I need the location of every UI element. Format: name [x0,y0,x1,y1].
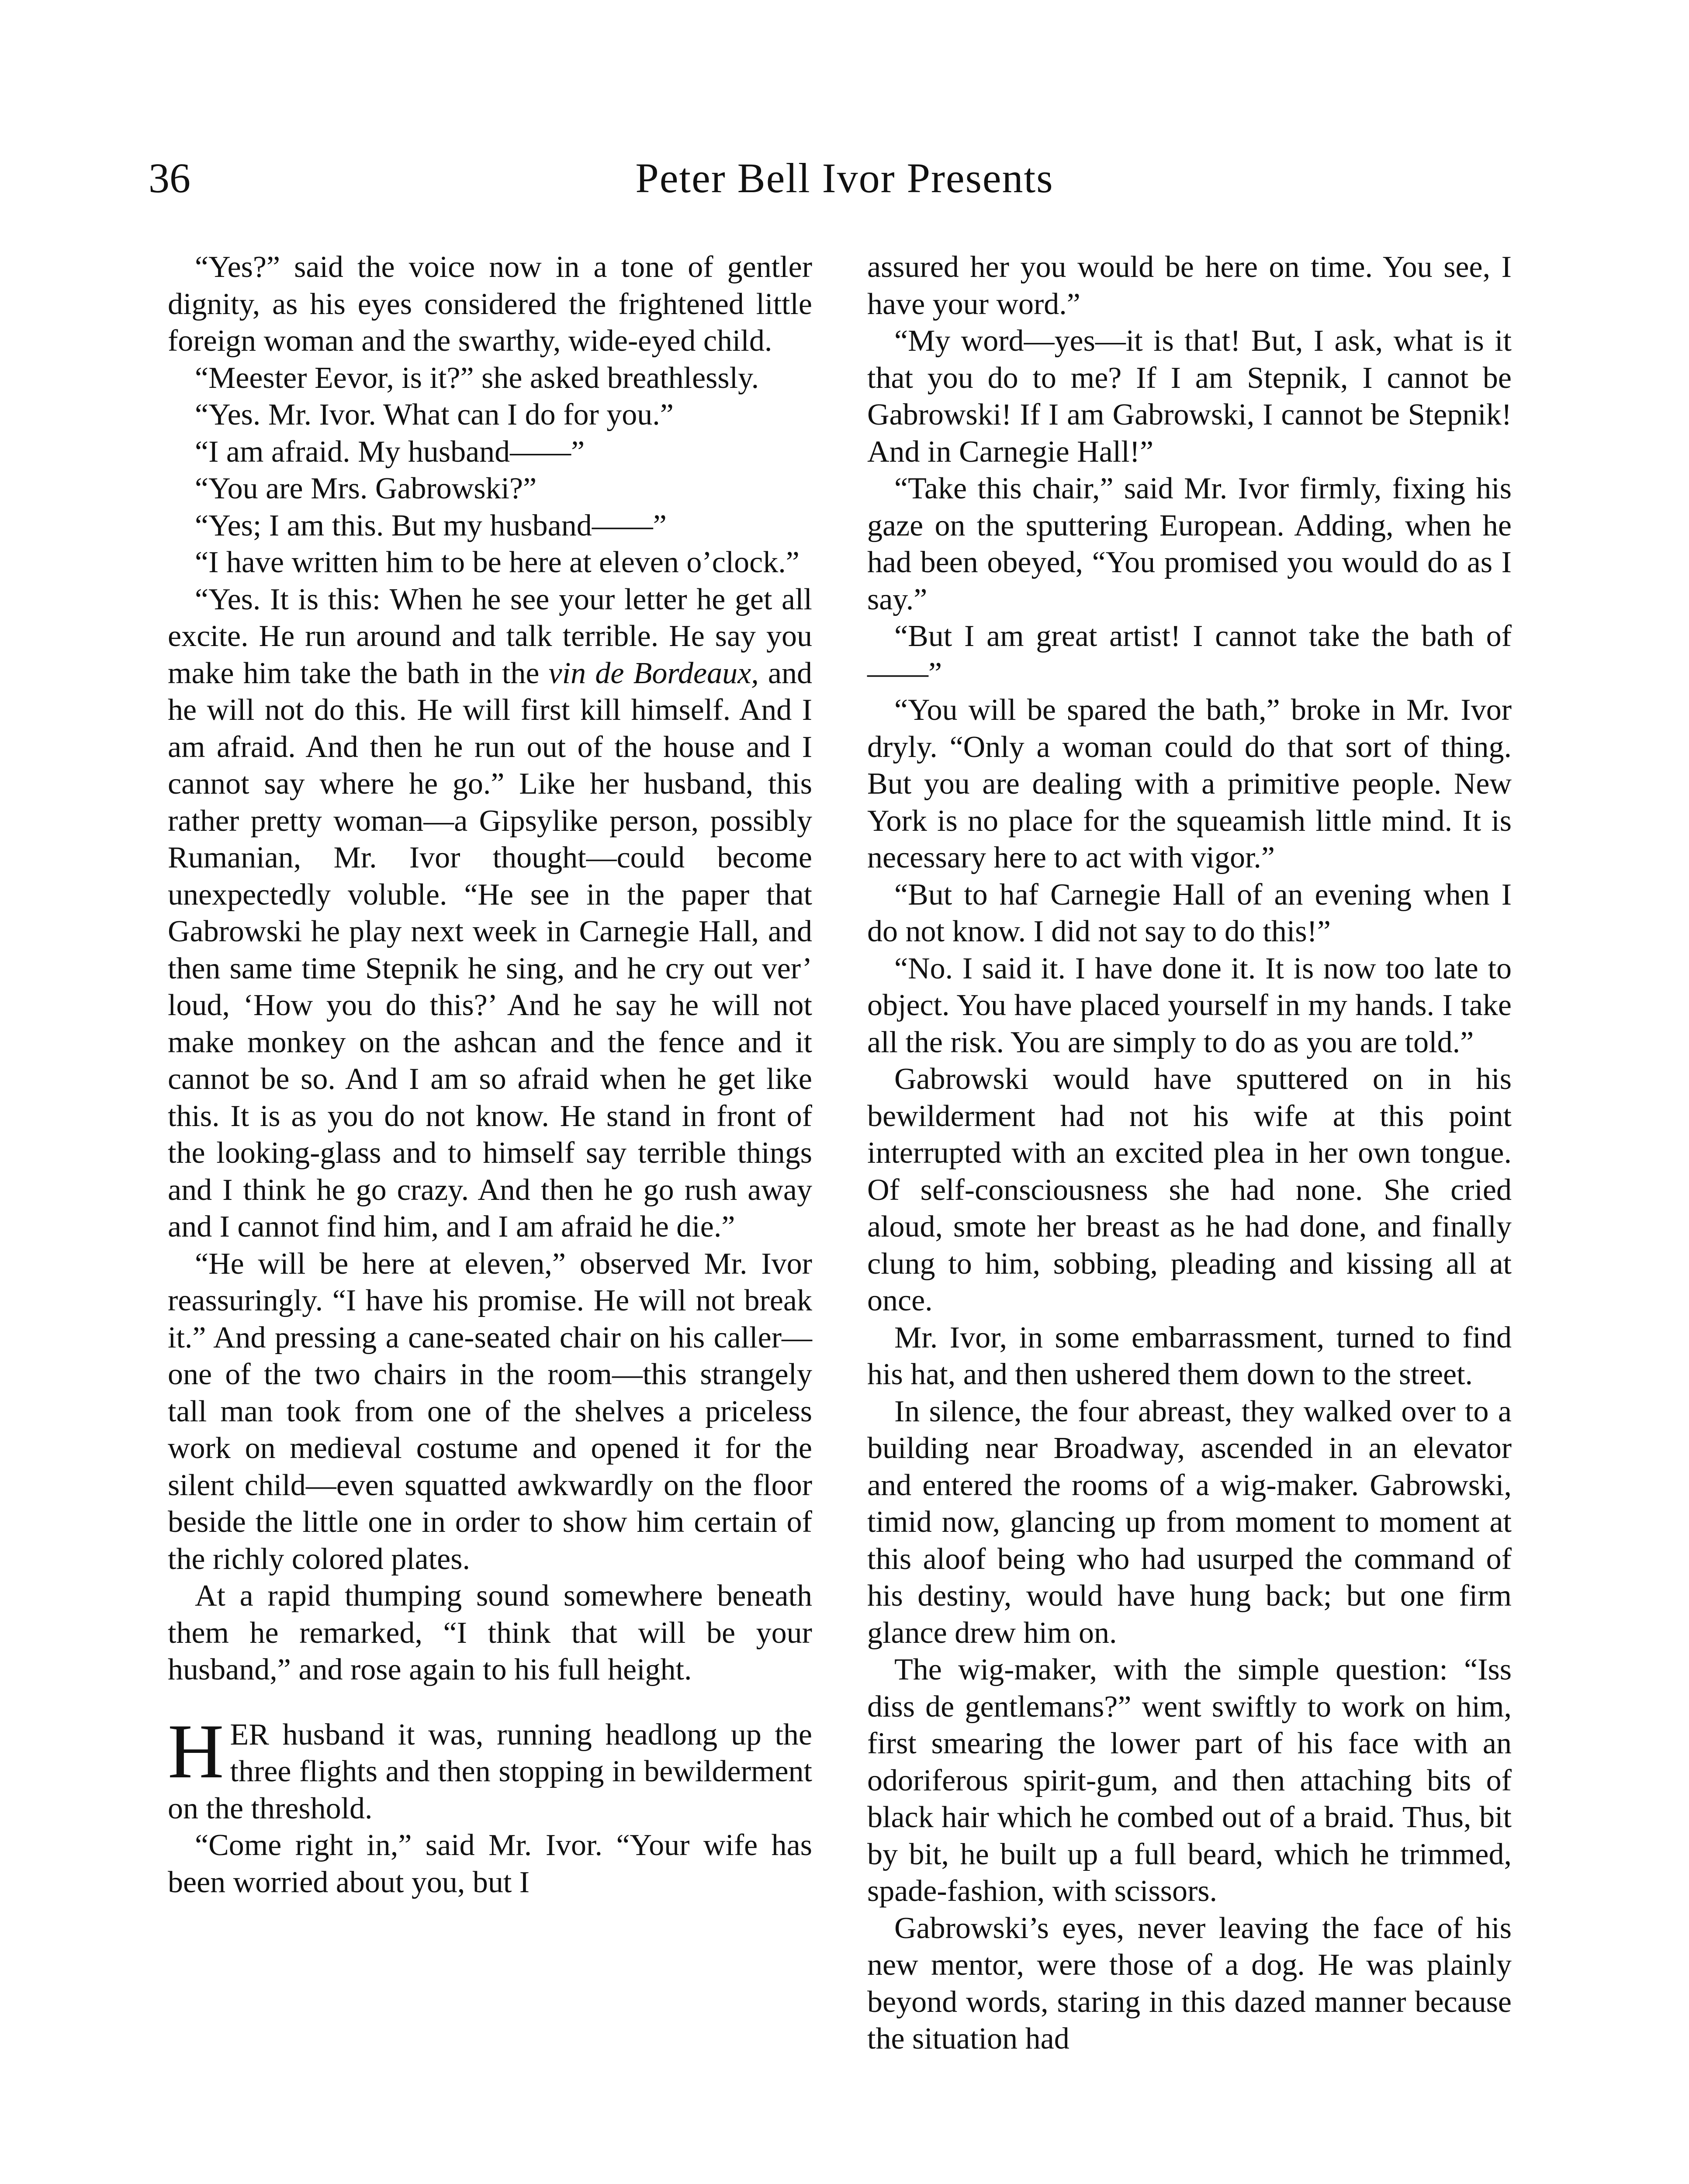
paragraph: “My word—yes—it is that! But, I ask, what is it that you do to me? If I am Stepnik, I cannot be Gabrowski! If I am Gabrowski, I cannot be Stepnik! And in Carnegie Hall!” [867,324,1512,469]
paragraph: Gabrowski’s eyes, never leaving the face of his new mentor, were those of a dog. He was plainly beyond words, staring in this dazed manner because the situation had [867,1911,1512,2056]
left-text-column [168,249,812,1901]
paragraph: “No. I said it. I have done it. It is now too late to object. You have placed yourself in my hands. I take all the risk. You are simply to do as you are told.” [867,951,1512,1059]
small-caps-lead: ER [230,1717,269,1752]
paragraph: Mr. Ivor, in some embarrassment, turned to find his hat, and then ushered them down to the street. [867,1320,1512,1391]
paragraph: “You are Mrs. Gabrowski?” [195,472,537,505]
page-number: 36 [149,155,190,201]
paragraph: “Take this chair,” said Mr. Ivor firmly, fixing his gaze on the sputtering European. Adding, when he had been obeyed, “You promised you would do as I say.” [867,472,1512,616]
paragraph: “I am afraid. My husband——” [195,435,585,469]
paragraph: “Come right in,” said Mr. Ivor. “Your wife has been worried about you, but I [168,1828,812,1899]
paragraph: “But to haf Carnegie Hall of an evening when I do not know. I did not say to do this!” [867,878,1512,948]
running-head-title: Peter Bell Ivor Presents [635,155,1054,201]
text-run: and he will not do this. He will first kill himself. And I am afraid. And then he run out of the house and I cannot say where he go.” Like her husband, this rather pretty woman—a Gipsylike person, possibly Rumanian, Mr. Ivor thought—could become unexpectedly voluble. “He see in the paper that Gabrowski he play next week in Carnegie Hall, and then same time Stepnik he sing, and he cry out ver’ loud, ‘How you do this?’ And he say he will not make monkey on the ashcan and the fence and it cannot be so. And I am so afraid when he get like this. It is as you do not know. He stand in front of the looking-glass and to himself say terrible things and I think he go crazy. And then he go rush away and I cannot find him, and I am afraid he die.” [168,656,812,1244]
paragraph [168,581,812,1246]
paragraph: “But I am great artist! I cannot take the bath of——” [867,619,1512,690]
paragraph: “You will be spared the bath,” broke in Mr. Ivor dryly. “Only a woman could do that sort of thing. But you are dealing with a primitive people. New York is no place for the squeamish little mind. It is necessary here to act with vigor.” [867,693,1512,874]
paragraph: “Yes?” said the voice now in a tone of gentler dignity, as his eyes considered the frightened little foreign woman and the swarthy, wide-eyed child. [168,250,812,358]
italic-phrase: vin de Bordeaux, [548,656,759,690]
text-run: “Yes. It is this: When he see your letter he get all excite. He run around and talk terrible. He say you make him take the bath in the [168,582,812,690]
text-run: husband it was, running headlong up the three flights and then stopping in bewilderment on the threshold. [168,1717,812,1825]
paragraph: In silence, the four abreast, they walked over to a building near Broadway, ascended in an elevator and entered the rooms of a wig-maker. Gabrowski, timid now, glancing up from moment to moment at this aloof being who had usurped the command of his destiny, would have hung back; but one firm glance drew him on. [867,1394,1512,1650]
paragraph: At a rapid thumping sound somewhere beneath them he remarked, “I think that will be your husband,” and rose again to his full height. [168,1579,812,1686]
paragraph: “Yes. Mr. Ivor. What can I do for you.” [195,398,674,432]
right-text-column [867,249,1512,2058]
paragraph: Gabrowski would have sputtered on in his bewilderment had not his wife at this point interrupted with an excited plea in her own tongue. Of self-consciousness she had none. She cried aloud, smote her breast as he had done, and finally clung to him, sobbing, pleading and kissing all at once. [867,1062,1512,1317]
continued-paragraph: assured her you would be here on time. You see, I have your word.” [867,250,1512,321]
paragraph: “Yes; I am this. But my husband——” [195,508,667,543]
paragraph: “He will be here at eleven,” observed Mr. Ivor reassuringly. “I have his promise. He will not break it.” And pressing a cane-seated chair on his caller—one of the two chairs in the room—this strangely tall man took from one of the shelves a priceless work on medieval costume and opened it for the silent child—even squatted awkwardly on the floor beside the little one in order to show him certain of the richly colored plates. [168,1247,812,1576]
paragraph: “Meester Eevor, is it?” she asked breathlessly. [195,361,759,395]
drop-cap: H [168,1707,224,1794]
paragraph: The wig-maker, with the simple question: “Iss diss de gentlemans?” went swiftly to work on him, first smearing the lower part of his face with an odoriferous spirit-gum, and then attaching bits of black hair which he combed out of a braid. Thus, bit by bit, he built up a full beard, which he trimmed, spade-fashion, with scissors. [867,1653,1512,1908]
paragraph: “I have written him to be here at eleven o’clock.” [195,546,800,579]
section-opening-paragraph [168,1707,812,1828]
